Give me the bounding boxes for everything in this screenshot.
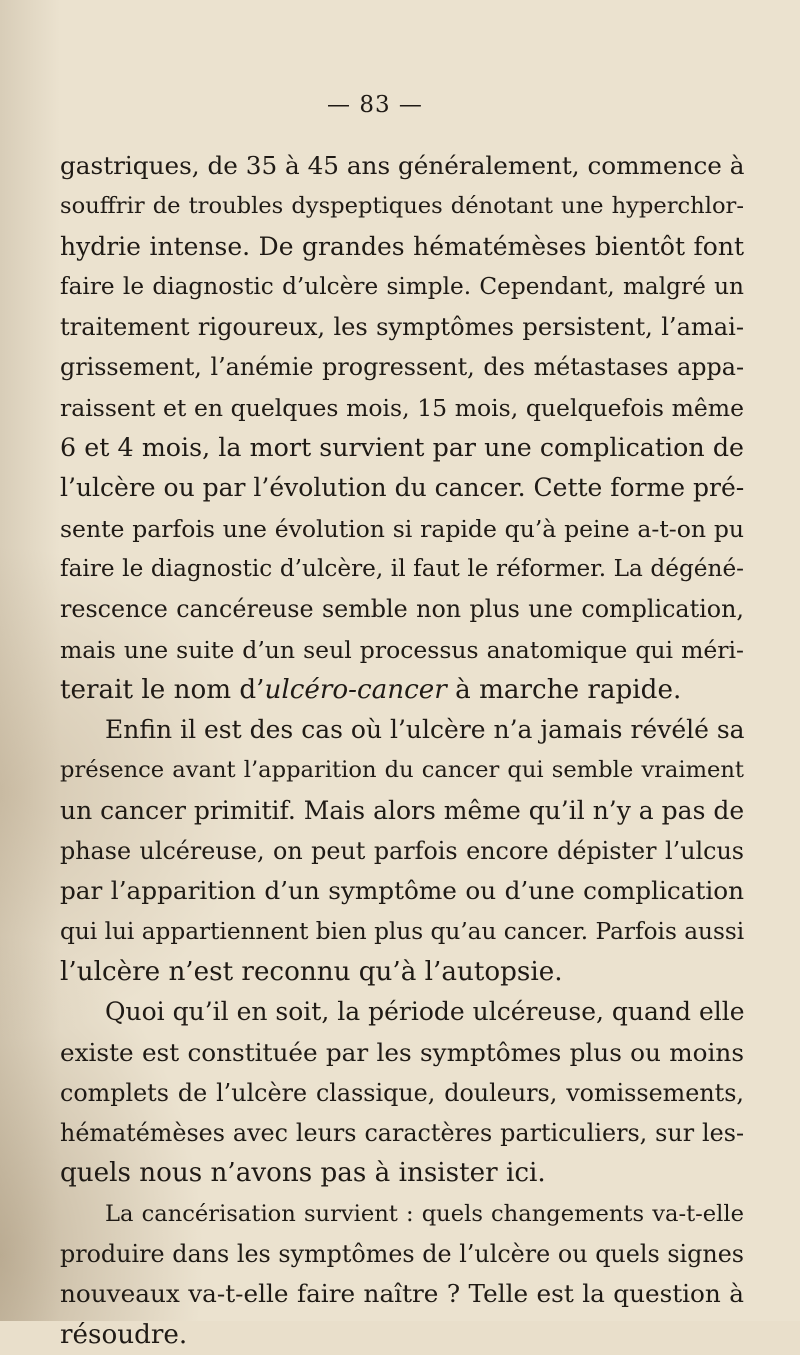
page-number: — 83 — xyxy=(327,92,423,118)
text-line: Enfin il est des cas où l’ulcère n’a jamais révélé sa xyxy=(105,715,745,745)
text-line: phase ulcéreuse, on peut parfois encore dépister l’ulcus xyxy=(60,837,744,866)
text-line: par l’apparition d’un symptôme ou d’une complication xyxy=(60,876,744,906)
text-fragment: terait le nom d’ xyxy=(60,674,265,705)
text-line: complets de l’ulcère classique, douleurs, vomissements, xyxy=(60,1078,744,1107)
text-line: raissent et en quelques mois, 15 mois, quelquefois même xyxy=(60,393,744,422)
italic-term: ulcéro-cancer xyxy=(264,674,447,705)
text-line: qui lui appartiennent bien plus qu’au cancer. Parfois aussi xyxy=(60,917,745,945)
text-line: hydrie intense. De grandes hématémèses bientôt font xyxy=(60,231,744,261)
text-line: faire le diagnostic d’ulcère simple. Cependant, malgré un xyxy=(60,272,744,300)
text-line: l’ulcère n’est reconnu qu’à l’autopsie. xyxy=(60,956,563,987)
text-line: Quoi qu’il en soit, la période ulcéreuse, quand elle xyxy=(105,997,745,1027)
text-line: nouveaux va-t-elle faire naître ? Telle est la question à xyxy=(60,1279,744,1309)
text-line: La cancérisation survient : quels changements va-t-elle xyxy=(105,1200,744,1227)
text-line: rescence cancéreuse semble non plus une complication, xyxy=(60,595,744,624)
body-text xyxy=(60,146,744,1355)
text-fragment: à marche rapide. xyxy=(446,674,682,705)
text-line: mais une suite d’un seul processus anatomique qui méri- xyxy=(60,635,744,664)
text-line: hématémèses avec leurs caractères particuliers, sur les- xyxy=(60,1119,744,1148)
text-line: sente parfois une évolution si rapide qu’à peine a-t-on pu xyxy=(60,514,744,543)
text-line: présence avant l’apparition du cancer qui semble vraiment xyxy=(60,757,744,784)
text-line: grissement, l’anémie progressent, des métastases appa- xyxy=(60,353,744,382)
text-line: l’ulcère ou par l’évolution du cancer. Cette forme pré- xyxy=(60,473,745,503)
text-line: existe est constituée par les symptômes plus ou moins xyxy=(60,1037,744,1067)
text-line xyxy=(60,670,744,710)
text-line: un cancer primitif. Mais alors même qu’il n’y a pas de xyxy=(60,795,745,825)
text-line: traitement rigoureux, les symptômes persistent, l’amai- xyxy=(60,313,744,342)
text-line: quels nous n’avons pas à insister ici. xyxy=(60,1158,546,1189)
text-line: résoudre. xyxy=(60,1319,188,1350)
text-line: souffrir de troubles dyspeptiques dénotant une hyperchlor- xyxy=(60,193,744,220)
text-line: faire le diagnostic d’ulcère, il faut le réformer. La dégéné- xyxy=(60,554,744,582)
text-line: gastriques, de 35 à 45 ans généralement, commence à xyxy=(60,151,745,180)
text-line: produire dans les symptômes de l’ulcère ou quels signes xyxy=(60,1240,744,1269)
text-line: 6 et 4 mois, la mort survient par une complication de xyxy=(60,433,744,463)
